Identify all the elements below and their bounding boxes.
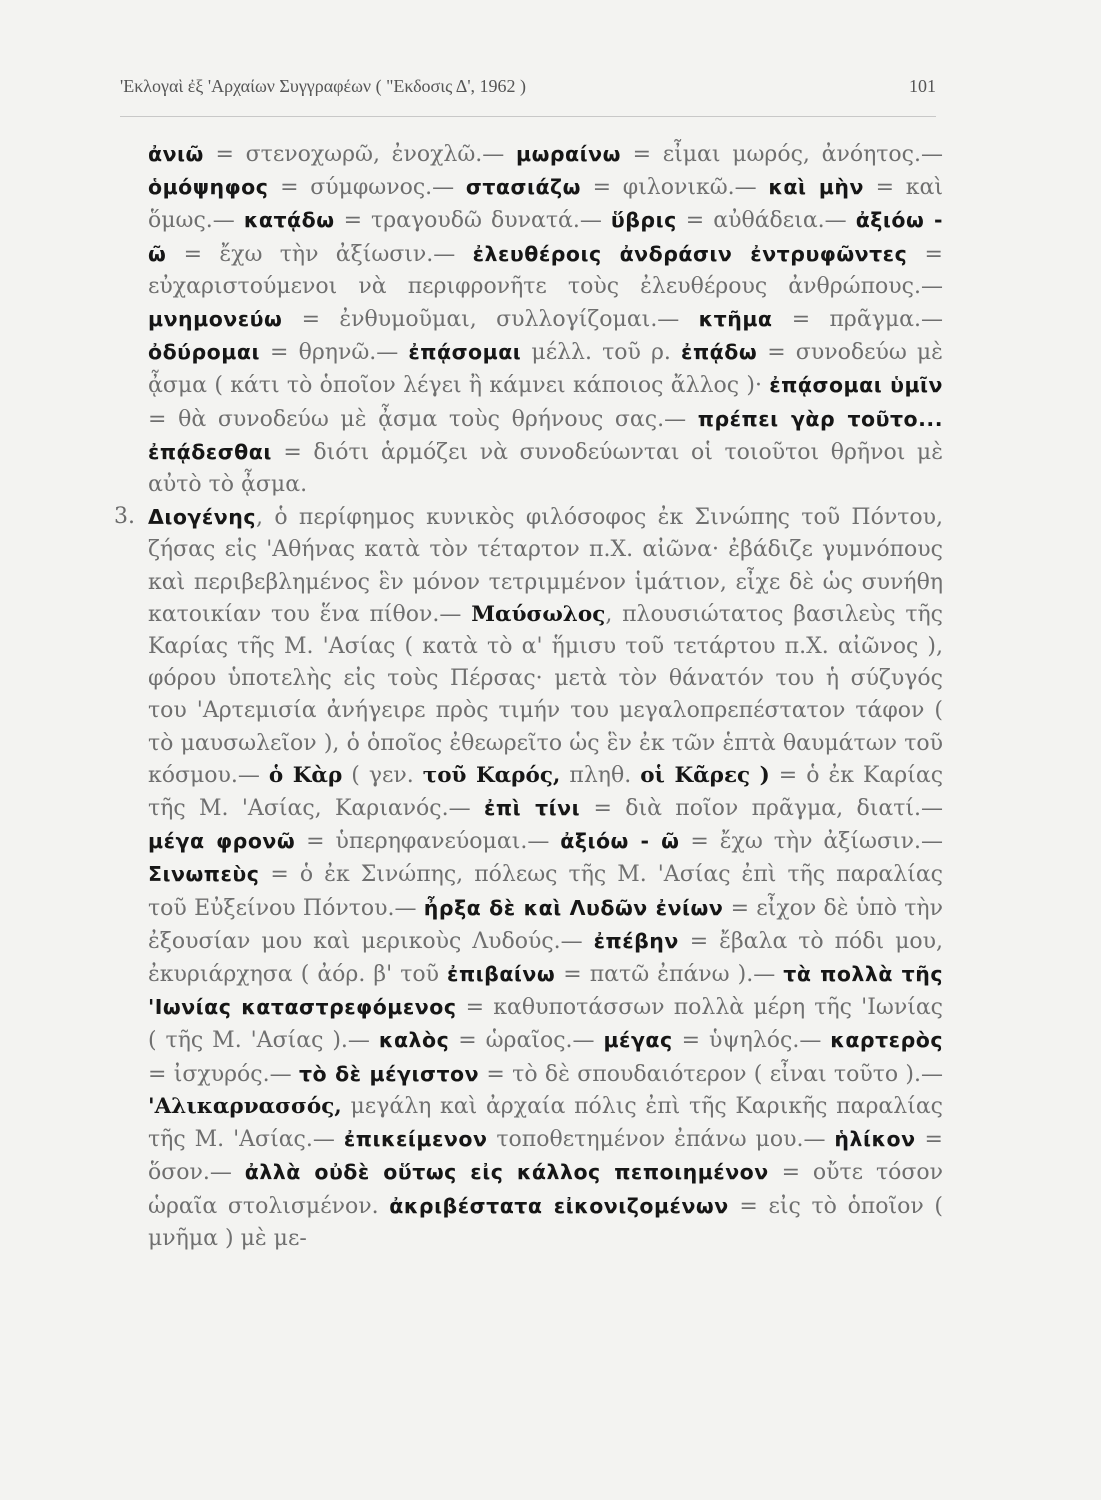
gloss-text: = ὡραῖος.— (449, 1028, 604, 1054)
headword: καλὸς (378, 1028, 450, 1053)
page-number: 101 (909, 76, 936, 96)
headword: κτῆμα (698, 307, 773, 332)
headword: ἀξιόω - ῶ (560, 829, 680, 854)
gloss-text: = καθυποτάσσων πολλὰ μέρη τῆς 'Ιωνίας ( τῆς Μ. 'Ασίας ).— (148, 995, 943, 1054)
headword: ἐπικείμενον (343, 1127, 488, 1152)
gloss-text: = ἐνθυμοῦμαι, συλλογίζομαι.— (282, 307, 699, 333)
gloss-text: τοποθετημένον ἐπάνω μου.— (487, 1127, 835, 1153)
gloss-text: μεγάλη καὶ ἀρχαία πόλις ἐπὶ τῆς Καρικῆς παραλίας τῆς Μ. 'Ασίας.— (148, 1093, 943, 1153)
headword: Σινωπεὺς (148, 862, 260, 887)
gloss-text: = θὰ συνοδεύω μὲ ᾆσμα τοὺς θρήνους σας.— (148, 406, 698, 432)
headword: ἀκριβέστατα εἰκονιζομένων (389, 1193, 729, 1218)
gloss-text: = φιλονικῶ.— (580, 175, 769, 201)
gloss-text: ( γεν. (342, 762, 423, 788)
headword: καρτερὸς (830, 1028, 944, 1053)
headword: μνημονεύω (148, 307, 283, 332)
proper-name-headword: οἱ Κᾶρες ) (640, 762, 770, 788)
gloss-text: = εἰς τὸ ὁποῖον ( μνῆμα ) μὲ με- (148, 1193, 944, 1251)
gloss-text: = σύμφωνος.— (268, 175, 466, 201)
glossary-text (114, 138, 944, 1255)
gloss-text: = αὐθάδεια.— (676, 208, 856, 234)
headword: κατᾴδω (243, 208, 335, 233)
gloss-text: = τραγουδῶ δυνατά.— (334, 208, 611, 234)
glossary-entry-3 (114, 501, 944, 1255)
running-header (120, 74, 936, 104)
gloss-text: = οὔτε τόσον ὡραῖα στολισμένον. (148, 1160, 943, 1219)
proper-name-headword: Μαύσωλος (471, 601, 606, 627)
headword: ἐλευθέροις ἀνδράσιν ἐντρυφῶντες (472, 241, 908, 266)
proper-name-headword: τοῦ Καρός, (422, 762, 561, 788)
gloss-text: = θρηνῶ.— (259, 340, 409, 366)
header-title: 'Εκλογαὶ ἐξ 'Αρχαίων Συγγραφέων ( "Εκδοσις Δ', 1962 ) (120, 76, 527, 96)
gloss-text: = ὑπερηφανεύομαι.— (295, 829, 561, 855)
headword: ἐπιβαίνω (447, 962, 556, 987)
headword: ἀλλὰ οὐδὲ οὕτως εἰς κάλλος πεποιημένον (244, 1160, 769, 1185)
headword: ὁμόψηφος (148, 175, 269, 200)
gloss-text: = ἔβαλα τὸ πόδι μου, ἐκυριάρχησα ( ἀόρ. β' τοῦ (148, 928, 943, 988)
gloss-text: = εἶμαι μωρός, ἀνόητος.— (620, 142, 943, 167)
headword: μέγα φρονῶ (148, 829, 296, 854)
header-rule (120, 116, 936, 117)
glossary-paragraph (148, 505, 943, 1250)
gloss-text: = καὶ ὅμως.— (148, 175, 943, 234)
headword: καὶ μὴν (768, 175, 864, 200)
gloss-text: = ἔχω τὴν ἀξίωσιν.— (679, 829, 943, 855)
gloss-text: = εἶχον δὲ ὑπὸ τὴν ἐξουσίαν μου καὶ μερικοὺς Λυδούς.— (148, 895, 943, 954)
headword: ἐπέβην (593, 928, 679, 953)
gloss-text: = πρᾶγμα.— (772, 307, 944, 333)
gloss-text: , πλουσιώτατος βασιλεὺς τῆς Καρίας τῆς Μ. 'Ασίας ( κατὰ τὸ α' ἥμισυ τοῦ τετάρτου π.Χ. αἰῶνος ), φόρου ὑποτελὴς εἰς τοὺς Πέρσας· μετὰ τὸν θάνατόν του ἡ σύζυγός του 'Αρτεμισία ἀνήγειρε πρὸς τιμήν του μεγαλοπρεπέστατον τάφον ( τὸ μαυσωλεῖον ), ὁ ὁποῖος ἐθεωρεῖτο ὡς ἓν ἐκ τῶν ἑπτὰ θαυμάτων τοῦ κόσμου.— (148, 601, 943, 788)
headword: στασιάζω (465, 175, 581, 200)
headword: ὀδύρομαι (148, 340, 260, 365)
proper-name-headword: ὁ Κὰρ (268, 762, 343, 788)
gloss-text: = ἰσχυρός.— (148, 1061, 299, 1087)
gloss-text: μέλλ. τοῦ ρ. (521, 340, 682, 366)
gloss-text: = διότι ἁρμόζει νὰ συνοδεύωνται οἱ τοιοῦτοι θρῆνοι μὲ αὐτὸ τὸ ᾆσμα. (148, 439, 943, 498)
gloss-text: = τὸ δὲ σπουδαιότερον ( εἶναι τοῦτο ).— (479, 1061, 944, 1087)
gloss-text: = στενοχωρῶ, ἐνοχλῶ.— (203, 142, 516, 167)
gloss-text: = ὑψηλός.— (672, 1028, 831, 1054)
headword: ἐπᾴσομαι ὑμῖν (769, 373, 944, 398)
headword: ἦρξα δὲ καὶ Λυδῶν ἐνίων (423, 895, 724, 920)
gloss-text: = εὐχαριστούμενοι νὰ περιφρονῆτε τοὺς ἐλευθέρους ἀνθρώπους.— (148, 241, 943, 299)
gloss-text: , ὁ περίφημος κυνικὸς φιλόσοφος ἐκ Σινώπης τοῦ Πόντου, ζήσας εἰς 'Αθήνας κατὰ τὸν τέταρτον π.Χ. αἰῶνα· ἐβάδιζε γυμνόπους καὶ περιβεβλημένος ἓν μόνον τετριμμένον ἱμάτιον, εἶχε δὲ ὡς συνήθη κατοικίαν του ἕνα πίθον.— (148, 505, 943, 627)
headword: ἐπὶ τίνι (483, 796, 581, 821)
headword: ἀνιῶ (148, 142, 204, 166)
headword: μωραίνω (515, 142, 621, 166)
glossary-paragraph-continuation (148, 138, 943, 501)
headword: τὸ δὲ μέγιστον (298, 1061, 480, 1086)
headword: μέγας (603, 1028, 673, 1053)
gloss-text: πληθ. (560, 762, 641, 788)
gloss-text: = πατῶ ἐπάνω ).— (555, 962, 784, 988)
gloss-text: = συνοδεύω μὲ ᾆσμα ( κάτι τὸ ὁποῖον λέγει ἢ κάμνει κάποιος ἄλλος )· (148, 340, 943, 399)
headword: Διογένης (148, 505, 257, 530)
headword: ἀξιόω - ῶ (148, 208, 943, 266)
gloss-text: = ὁ ἐκ Σινώπης, πόλεως τῆς Μ. 'Ασίας ἐπὶ τῆς παραλίας τοῦ Εὐξείνου Πόντου.— (148, 862, 943, 921)
headword: ἐπᾴδω (681, 340, 758, 365)
headword: πρέπει γὰρ τοῦτο... ἐπᾴδεσθαι (148, 406, 943, 464)
headword: ἡλίκον (834, 1127, 916, 1152)
entry-number: 3. (114, 504, 135, 530)
gloss-text: = ἔχω τὴν ἀξίωσιν.— (166, 241, 473, 267)
headword: ὕβρις (610, 208, 677, 233)
gloss-text: = διὰ ποῖον πρᾶγμα, διατί.— (580, 796, 944, 822)
gloss-text: = ὁ ἐκ Καρίας τῆς Μ. 'Ασίας, Καριανός.— (148, 762, 944, 822)
gloss-text: = ὅσον.— (148, 1127, 943, 1186)
proper-name-headword: 'Αλικαρνασσός, (148, 1093, 342, 1119)
headword: ἐπᾴσομαι (408, 340, 522, 365)
headword: τὰ πολλὰ τῆς 'Ιωνίας καταστρεφόμενος (148, 962, 943, 1020)
